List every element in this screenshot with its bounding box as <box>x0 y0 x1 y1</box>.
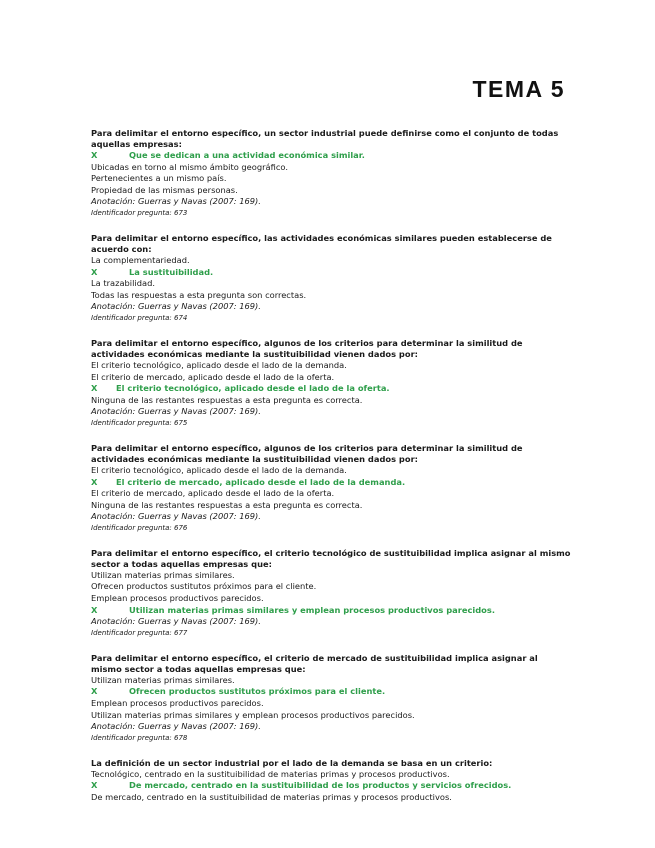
answer-option: De mercado, centrado en la sustituibilidad de materias primas y procesos productivos. <box>91 792 452 802</box>
question-id: Identificador pregunta: 677 <box>91 628 188 637</box>
answer-option: Emplean procesos productivos parecidos. <box>91 698 264 709</box>
answer-option: El criterio tecnológico, aplicado desde el lado de la demanda. <box>91 464 347 475</box>
answer-text: De mercado, centrado en la sustituibilidad de los productos y servicios ofrecidos. <box>129 780 512 791</box>
question-id: Identificador pregunta: 678 <box>91 733 188 742</box>
answer-option: Todas las respuestas a esta pregunta son correctas. <box>91 289 307 300</box>
answer-option: Pertenecientes a un mismo país. <box>91 173 227 184</box>
answer-option-correct <box>91 267 571 279</box>
correct-mark: X <box>91 476 98 487</box>
answer-option: La trazabilidad. <box>91 278 155 289</box>
answer-option: Utilizan materias primas similares y emplean procesos productivos parecidos. <box>91 709 415 720</box>
answer-option-correct <box>91 150 571 162</box>
answer-option-correct <box>91 477 571 489</box>
correct-mark: X <box>91 780 98 791</box>
question-text: La definición de un sector industrial por el lado de la demanda se basa en un criterio: <box>91 757 493 768</box>
question-block <box>91 443 571 533</box>
answer-option: Ofrecen productos sustitutos próximos para el cliente. <box>91 581 317 592</box>
annotation: Anotación: Guerras y Navas (2007: 169). <box>91 511 261 522</box>
question-block <box>91 338 571 428</box>
answer-option: Emplean procesos productivos parecidos. <box>91 593 264 604</box>
answer-option: Propiedad de las mismas personas. <box>91 184 238 195</box>
correct-mark: X <box>91 383 98 394</box>
answer-text: Utilizan materias primas similares y emplean procesos productivos parecidos. <box>129 604 495 615</box>
correct-mark: X <box>91 604 98 615</box>
question-block <box>91 653 571 743</box>
correct-mark: X <box>91 266 98 277</box>
question-block <box>91 548 571 638</box>
question-text: Para delimitar el entorno específico, un sector industrial puede definirse como el conjunto de todas aquellas empresas: <box>91 128 559 149</box>
question-block <box>91 758 571 804</box>
question-text: Para delimitar el entorno específico, las actividades económicas similares pueden establecerse de acuerdo con: <box>91 232 552 254</box>
annotation: Anotación: Guerras y Navas (2007: 169). <box>91 721 261 732</box>
answer-text: El criterio de mercado, aplicado desde el lado de la demanda. <box>116 476 406 487</box>
question-id: Identificador pregunta: 676 <box>91 523 188 532</box>
correct-mark: X <box>91 686 98 697</box>
page-title: TEMA 5 <box>472 76 565 102</box>
answer-option: El criterio de mercado, aplicado desde el lado de la oferta. <box>91 371 335 382</box>
question-id: Identificador pregunta: 673 <box>91 208 188 217</box>
answer-option: Utilizan materias primas similares. <box>91 569 235 580</box>
answer-text: Que se dedican a una actividad económica similar. <box>129 150 365 160</box>
answer-option: El criterio tecnológico, aplicado desde el lado de la demanda. <box>91 359 347 370</box>
correct-mark: X <box>91 150 98 160</box>
answer-option-correct <box>91 383 571 395</box>
question-id: Identificador pregunta: 675 <box>91 418 188 427</box>
answer-option-correct <box>91 780 571 792</box>
annotation: Anotación: Guerras y Navas (2007: 169). <box>91 301 261 312</box>
question-block <box>91 128 571 218</box>
question-text: Para delimitar el entorno específico, algunos de los criterios para determinar la similitud de actividades económicas mediante la sustituibilidad vienen dados por: <box>91 337 523 359</box>
answer-option: La complementariedad. <box>91 254 190 265</box>
answer-option: Ninguna de las restantes respuestas a esta pregunta es correcta. <box>91 394 363 405</box>
question-id: Identificador pregunta: 674 <box>91 313 188 322</box>
answer-option: El criterio de mercado, aplicado desde el lado de la oferta. <box>91 488 335 499</box>
question-list <box>91 128 571 819</box>
annotation: Anotación: Guerras y Navas (2007: 169). <box>91 616 261 627</box>
annotation: Anotación: Guerras y Navas (2007: 169). <box>91 406 261 417</box>
answer-option: Tecnológico, centrado en la sustituibilidad de materias primas y procesos productivos. <box>91 768 450 779</box>
question-text: Para delimitar el entorno específico, el criterio tecnológico de sustituibilidad implica asignar al mismo sector a todas aquellas empresas que: <box>91 547 571 569</box>
answer-option: Ninguna de las restantes respuestas a esta pregunta es correcta. <box>91 499 363 510</box>
answer-text: El criterio tecnológico, aplicado desde el lado de la oferta. <box>116 383 390 394</box>
annotation: Anotación: Guerras y Navas (2007: 169). <box>91 196 261 207</box>
answer-option-correct <box>91 605 571 617</box>
answer-text: La sustituibilidad. <box>129 266 214 277</box>
question-block <box>91 233 571 323</box>
answer-text: Ofrecen productos sustitutos próximos para el cliente. <box>129 686 386 697</box>
question-text: Para delimitar el entorno específico, el criterio de mercado de sustituibilidad implica asignar al mismo sector a todas aquellas empresas que: <box>91 652 538 674</box>
answer-option-correct <box>91 686 571 698</box>
answer-option: Utilizan materias primas similares. <box>91 674 235 685</box>
answer-option: Ubicadas en torno al mismo ámbito geográfico. <box>91 161 288 172</box>
question-text: Para delimitar el entorno específico, algunos de los criterios para determinar la similitud de actividades económicas mediante la sustituibilidad vienen dados por: <box>91 442 523 464</box>
